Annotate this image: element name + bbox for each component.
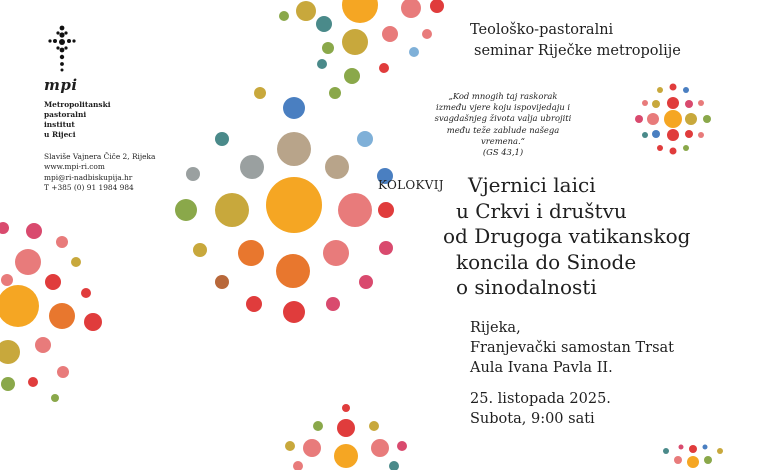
decorative-dot [342, 29, 368, 55]
decorative-dot [316, 16, 332, 32]
decorative-dot [685, 100, 693, 108]
decorative-dot [51, 394, 59, 402]
decorative-dot [15, 249, 41, 275]
logo-wordmark: mpi [44, 76, 78, 94]
decorative-dot [689, 445, 697, 453]
decorative-dot [657, 145, 663, 151]
decorative-dot [409, 47, 419, 57]
decorative-dot [687, 456, 699, 468]
decorative-dot [71, 257, 81, 267]
decorative-dot [325, 155, 349, 179]
decorative-dot [382, 26, 398, 42]
decorative-dot [81, 288, 91, 298]
decorative-dot [334, 444, 358, 468]
email-link[interactable]: mpi@ri-nadbiskupija.hr [44, 172, 133, 182]
decorative-dot [667, 129, 679, 141]
decorative-dot [642, 100, 648, 106]
decorative-dot [322, 42, 334, 54]
decorative-dot [303, 439, 321, 457]
institute-contact [44, 152, 155, 193]
decorative-dot [674, 456, 682, 464]
decorative-dot [326, 297, 340, 311]
decorative-dot [685, 130, 693, 138]
event-datetime [470, 389, 611, 429]
decorative-dot [698, 132, 704, 138]
event-type-label: KOLOKVIJ [378, 178, 444, 192]
decorative-dot [238, 240, 264, 266]
decorative-dot [26, 223, 42, 239]
decorative-dot [670, 84, 677, 91]
decorative-dot [698, 100, 704, 106]
decorative-dot [276, 254, 310, 288]
decorative-dot [215, 193, 249, 227]
decorative-dot [337, 419, 355, 437]
decorative-dot [313, 421, 323, 431]
decorative-dot [279, 11, 289, 21]
decorative-dot [667, 97, 679, 109]
event-time: Subota, 9:00 sati [470, 411, 595, 427]
decorative-dot [28, 377, 38, 387]
quote-source: (GS 43,1) [482, 147, 524, 158]
decorative-dot [342, 404, 350, 412]
decorative-dot [430, 0, 444, 13]
decorative-dot [317, 59, 327, 69]
decorative-dot [359, 275, 373, 289]
decorative-dot [293, 461, 303, 470]
decorative-dot [57, 366, 69, 378]
decorative-dot [285, 441, 295, 451]
cross-of-dots-icon [44, 24, 80, 74]
decorative-dot [371, 439, 389, 457]
decorative-dot [0, 285, 39, 327]
decorative-dot [323, 240, 349, 266]
decorative-dot [685, 113, 697, 125]
decorative-dot [657, 87, 663, 93]
decorative-dot [215, 275, 229, 289]
decorative-dot [344, 68, 360, 84]
decorative-dot [652, 130, 660, 138]
decorative-dot [296, 1, 316, 21]
quote: „Kod mnogih taj raskorak između vjere koju ispovijedaju i svagdašnjeg života valja ubrojiti među teže zablude našega vremena.“ (GS 43,1) [410, 91, 596, 158]
decorative-dot [35, 337, 51, 353]
decorative-dot [254, 87, 266, 99]
decorative-dot [175, 199, 197, 221]
decorative-dot [283, 301, 305, 323]
decorative-dot [647, 113, 659, 125]
website-link[interactable]: www.mpi-ri.com [44, 162, 105, 172]
event-title: Vjernici laici u Crkvi i društvu od Drugoga vatikanskog koncila do Sinode o sinodalnosti [443, 173, 691, 299]
seminar-title: Teološko-pastoralni seminar Riječke metropolije [470, 22, 681, 59]
decorative-dot [670, 148, 677, 155]
decorative-dot [664, 110, 682, 128]
event-date: 25. listopada 2025. [470, 391, 611, 407]
decorative-dot [683, 145, 689, 151]
decorative-dot [378, 202, 394, 218]
decorative-dot [266, 177, 322, 233]
decorative-dot [1, 274, 13, 286]
decorative-dot [277, 132, 311, 166]
decorative-dot [379, 63, 389, 73]
decorative-dot [283, 97, 305, 119]
decorative-dot [0, 222, 9, 234]
phone: T +385 (0) 91 1984 984 [44, 182, 134, 192]
decorative-dot [338, 193, 372, 227]
decorative-dot [84, 313, 102, 331]
decorative-dot [369, 421, 379, 431]
decorative-dot [652, 100, 660, 108]
decorative-dot [240, 155, 264, 179]
decorative-dot [1, 377, 15, 391]
decorative-dot [379, 241, 393, 255]
decorative-dot [717, 448, 723, 454]
address: Slaviše Vajnera Čiče 2, Rijeka [44, 152, 156, 161]
decorative-dot [704, 456, 712, 464]
decorative-dot [703, 115, 711, 123]
decorative-dot [683, 87, 689, 93]
decorative-dot [635, 115, 643, 123]
decorative-dot [0, 340, 20, 364]
decorative-dot [397, 441, 407, 451]
event-venue: Rijeka, Franjevački samostan Trsat Aula Ivana Pavla II. [470, 320, 674, 376]
decorative-dot [663, 448, 669, 454]
decorative-dot [422, 29, 432, 39]
decorative-dot [642, 132, 648, 138]
decorative-dot [186, 167, 200, 181]
decorative-dot [45, 274, 61, 290]
decorative-dot [342, 0, 378, 23]
decorative-dot [329, 87, 341, 99]
decorative-dot [49, 303, 75, 329]
decorative-dot [246, 296, 262, 312]
institute-name: Metropolitanski pastoralni institut u Rijeci [44, 100, 111, 139]
decorative-dot [389, 461, 399, 470]
decorative-dot [703, 445, 708, 450]
decorative-dot [679, 445, 684, 450]
decorative-dot [193, 243, 207, 257]
decorative-dot [401, 0, 421, 18]
decorative-dot [56, 236, 68, 248]
decorative-dot [215, 132, 229, 146]
decorative-dot [357, 131, 373, 147]
